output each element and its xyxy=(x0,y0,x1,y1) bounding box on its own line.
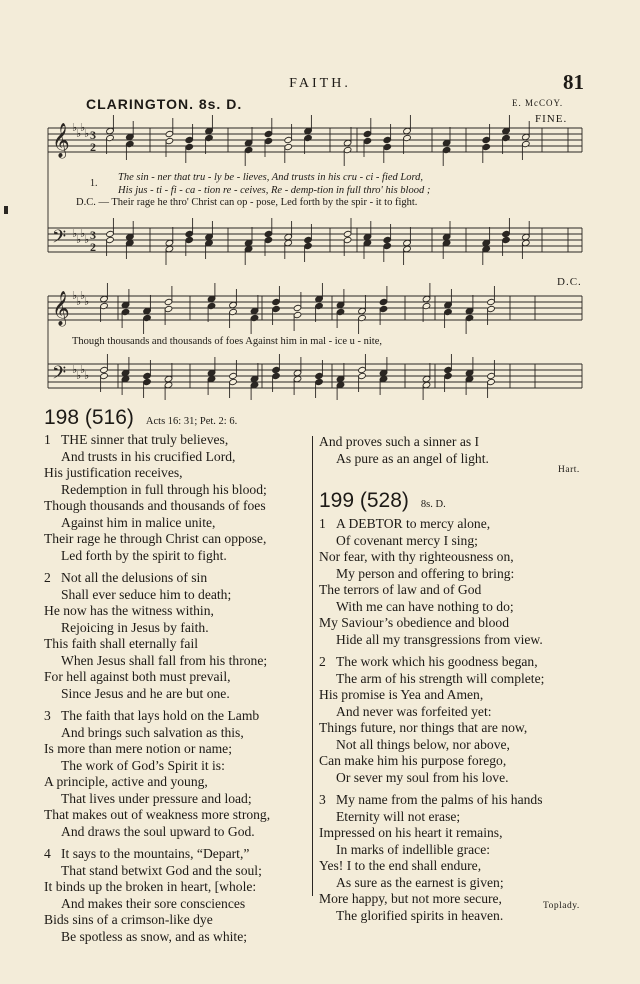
stanza-number: 1 xyxy=(44,432,51,447)
composer: E. McCOY. xyxy=(512,98,564,108)
hymn-line xyxy=(319,566,599,583)
hymn-line-text: The work of God’s Spirit it is: xyxy=(61,757,225,773)
hymn-line xyxy=(44,636,314,653)
hymn-line-text: And trusts in his crucified Lord, xyxy=(61,448,236,464)
hymn-line xyxy=(44,653,314,670)
hymn-line-text: Rejoicing in Jesus by faith. xyxy=(61,619,209,635)
page-number: 81 xyxy=(563,70,584,94)
hymn-line-text: Hide all my transgressions from view. xyxy=(336,631,543,647)
stanza-number: 3 xyxy=(44,708,51,723)
section-title: FAITH. xyxy=(289,76,351,91)
hymn-line-text: Impressed on his heart it remains, xyxy=(319,825,503,840)
flat-icon: ♭ xyxy=(84,127,90,140)
hymn-line-text: And makes their sore consciences xyxy=(61,895,246,911)
hymn-line xyxy=(319,671,599,688)
hymn-line xyxy=(319,842,599,859)
flat-icon: ♭ xyxy=(72,227,78,240)
stanza-number: 3 xyxy=(319,792,326,807)
time-signature-top: 3 xyxy=(90,128,96,142)
hymn-line xyxy=(44,498,314,515)
hymn-line-text: It says to the mountains, “Depart,” xyxy=(61,846,250,861)
hymn-line xyxy=(44,432,314,449)
flat-icon: ♭ xyxy=(84,233,90,246)
hymn-199-author: Toplady. xyxy=(543,901,580,911)
hymn-line xyxy=(319,770,599,787)
stanza-number: 2 xyxy=(319,654,326,669)
hymn-line-text: That makes out of weakness more strong, xyxy=(44,807,271,822)
hymn-line-text: Be spotless as snow, and as white; xyxy=(61,928,248,944)
hymn-line-text: Redemption in full through his blood; xyxy=(61,481,267,497)
hymn-line-text: Is more than mere notion or name; xyxy=(44,741,232,756)
hymn-line xyxy=(44,465,314,482)
hymn-line xyxy=(44,587,314,604)
hymn-line-text: A DEBTOR to mercy alone, xyxy=(336,516,491,531)
hymn-line-text: Or sever my soul from his love. xyxy=(336,769,509,785)
hymn-line-text: This faith shall eternally fail xyxy=(44,636,199,651)
hymn-line xyxy=(44,929,314,946)
hymn-line xyxy=(319,582,599,599)
lyric-line-4: Though thousands and thousands of foes Against him in mal - ice u - nite, xyxy=(72,336,382,347)
hymn-line xyxy=(44,570,314,587)
hymn-line xyxy=(44,449,314,466)
hymn-line xyxy=(44,548,314,565)
flat-icon: ♭ xyxy=(84,295,90,308)
hymn-line xyxy=(44,531,314,548)
hymn-198-text-column-1 xyxy=(44,432,314,945)
hymn-line xyxy=(44,620,314,637)
bass-clef-icon: 𝄢 xyxy=(52,363,67,388)
hymn-line xyxy=(319,687,599,704)
lyric-line-1: The sin - ner that tru - ly be - lieves, And trusts in his cru - ci - fied Lord, xyxy=(118,172,424,183)
lyric-line-2: His jus - ti - fi - ca - tion re - ceives, Re - demp-tion in full thro' his blood ; xyxy=(118,185,431,196)
column-divider xyxy=(312,436,313,896)
hymn-line xyxy=(44,741,314,758)
hymn-line xyxy=(319,516,599,533)
hymn-line-text: A principle, active and young, xyxy=(44,774,208,789)
hymn-198-reference: Acts 16: 31; Pet. 2: 6. xyxy=(145,416,238,427)
hymn-line xyxy=(44,824,314,841)
hymn-198-heading xyxy=(44,406,237,430)
tune-verse-number: 1. xyxy=(90,178,98,189)
hymn-line-text: And never was forfeited yet: xyxy=(336,703,492,719)
hymn-198-number: 198 (516) xyxy=(44,406,134,429)
hymn-line xyxy=(44,603,314,620)
hymn-line xyxy=(319,549,599,566)
hymn-line xyxy=(44,669,314,686)
hymn-line xyxy=(44,482,314,499)
hymn-line xyxy=(319,599,599,616)
flat-icon: ♭ xyxy=(80,363,86,376)
hymn-line-text: As sure as the earnest is given; xyxy=(336,874,504,890)
hymn-line xyxy=(319,451,599,468)
tune-name: CLARINGTON. 8s. D. xyxy=(86,96,243,112)
hymn-line-text: He now has the witness within, xyxy=(44,603,214,618)
hymn-line xyxy=(44,686,314,703)
flat-icon: ♭ xyxy=(80,227,86,240)
hymn-line-text: Not all the delusions of sin xyxy=(61,570,208,585)
hymn-line-text: Since Jesus and he are but one. xyxy=(61,685,230,701)
hymn-line-text: Not all things below, nor above, xyxy=(336,736,510,752)
hymn-line-text: With me can have nothing to do; xyxy=(336,598,514,614)
hymn-line xyxy=(319,632,599,649)
hymn-line-text: Nor fear, with thy righteousness on, xyxy=(319,549,514,564)
hymn-line xyxy=(319,792,599,809)
hymn-line-text: Can make him his purpose forego, xyxy=(319,753,507,768)
hymn-line-text: And brings such salvation as this, xyxy=(61,724,244,740)
hymn-line-text: It binds up the broken in heart, [whole: xyxy=(44,879,257,894)
flat-icon: ♭ xyxy=(72,121,78,134)
hymn-line-text: The glorified spirits in heaven. xyxy=(336,907,504,923)
flat-icon: ♭ xyxy=(72,363,78,376)
hymn-line-text: My person and offering to bring: xyxy=(336,565,515,581)
time-signature-top: 3 xyxy=(90,228,96,242)
hymn-line xyxy=(319,875,599,892)
flat-icon: ♭ xyxy=(72,289,78,302)
stanza-number: 1 xyxy=(319,516,326,531)
hymn-line xyxy=(319,654,599,671)
hymn-line xyxy=(319,720,599,737)
hymn-line xyxy=(44,708,314,725)
hymn-line xyxy=(44,896,314,913)
hymn-line-text: Shall ever seduce him to death; xyxy=(61,586,232,602)
flat-icon: ♭ xyxy=(76,127,82,140)
flat-icon: ♭ xyxy=(84,369,90,382)
flat-icon: ♭ xyxy=(80,289,86,302)
hymn-line xyxy=(44,863,314,880)
hymn-line xyxy=(44,791,314,808)
hymn-line-text: The work which his goodness began, xyxy=(336,654,538,669)
time-signature-bottom: 2 xyxy=(90,140,96,154)
hymn-line-text: Though thousands and thousands of foes xyxy=(44,498,266,513)
hymn-line-text: In marks of indellible grace: xyxy=(336,841,491,857)
bass-clef-icon: 𝄢 xyxy=(52,227,67,252)
hymn-line xyxy=(44,774,314,791)
hymn-line xyxy=(44,807,314,824)
treble-clef-icon: 𝄞 xyxy=(52,291,70,326)
hymn-line-text: Their rage he through Christ can oppose, xyxy=(44,531,267,546)
hymn-line xyxy=(44,515,314,532)
hymn-line-text: When Jesus shall fall from his throne; xyxy=(61,652,268,668)
hymn-199-number: 199 (528) xyxy=(319,489,409,512)
hymn-line-text: THE sinner that truly believes, xyxy=(61,432,229,447)
flat-icon: ♭ xyxy=(76,369,82,382)
hymn-198-author: Hart. xyxy=(558,465,580,475)
hymn-line-text: My name from the palms of his hands xyxy=(336,792,543,807)
hymn-line xyxy=(44,846,314,863)
hymn-line xyxy=(319,737,599,754)
hymn-line xyxy=(319,753,599,770)
hymn-line-text: Of covenant mercy I sing; xyxy=(336,532,478,548)
hymn-line-text: The faith that lays hold on the Lamb xyxy=(61,708,260,723)
hymn-198-text-column-2 xyxy=(319,434,599,467)
hymn-line-text: That stand betwixt God and the soul; xyxy=(61,862,262,878)
hymn-line xyxy=(319,825,599,842)
hymn-line xyxy=(44,725,314,742)
dc-mark: D.C. xyxy=(557,276,582,288)
hymn-line-text: The arm of his strength will complete; xyxy=(336,670,545,686)
time-signature-bottom: 2 xyxy=(90,240,96,254)
hymn-line-text: The terrors of law and of God xyxy=(319,582,482,597)
hymn-line-text: My Saviour’s obedience and blood xyxy=(319,615,510,630)
hymn-line-text: As pure as an angel of light. xyxy=(336,450,489,466)
stanza-number: 4 xyxy=(44,846,51,861)
hymn-199-text xyxy=(319,516,599,924)
hymn-line-text: And draws the soul upward to God. xyxy=(61,823,255,839)
hymn-line-text: Led forth by the spirit to fight. xyxy=(61,547,227,563)
treble-clef-icon: 𝄞 xyxy=(52,123,70,158)
hymn-line xyxy=(44,912,314,929)
hymn-line-text: Yes! I to the end shall endure, xyxy=(319,858,482,873)
hymn-line xyxy=(319,615,599,632)
hymn-line-text: Eternity will not erase; xyxy=(336,808,461,824)
hymn-line xyxy=(44,879,314,896)
flat-icon: ♭ xyxy=(76,295,82,308)
hymn-line-text: More happy, but not more secure, xyxy=(319,891,502,906)
hymn-line xyxy=(319,809,599,826)
hymn-line-text: Things future, nor things that are now, xyxy=(319,720,528,735)
hymn-line xyxy=(319,704,599,721)
hymn-line-text: Against him in malice unite, xyxy=(61,514,216,530)
stanza-number: 2 xyxy=(44,570,51,585)
hymn-199-meter: 8s. D. xyxy=(420,499,446,510)
hymn-199-heading xyxy=(319,489,446,513)
hymn-line-text: For hell against both must prevail, xyxy=(44,669,231,684)
fine-mark: FINE. xyxy=(535,113,568,125)
hymn-line xyxy=(319,858,599,875)
flat-icon: ♭ xyxy=(80,121,86,134)
flat-icon: ♭ xyxy=(76,233,82,246)
hymn-line-text: His justification receives, xyxy=(44,465,183,480)
hymn-line-text: And proves such a sinner as I xyxy=(319,434,480,449)
hymn-line xyxy=(319,434,599,451)
hymn-line xyxy=(44,758,314,775)
hymn-line-text: His promise is Yea and Amen, xyxy=(319,687,484,702)
hymn-line-text: That lives under pressure and load; xyxy=(61,790,252,806)
lyric-line-3: D.C. — Their rage he thro' Christ can op - pose, Led forth by the spir - it to fight. xyxy=(76,197,418,208)
hymn-line xyxy=(319,533,599,550)
hymn-line-text: Bids sins of a crimson-like dye xyxy=(44,912,213,927)
